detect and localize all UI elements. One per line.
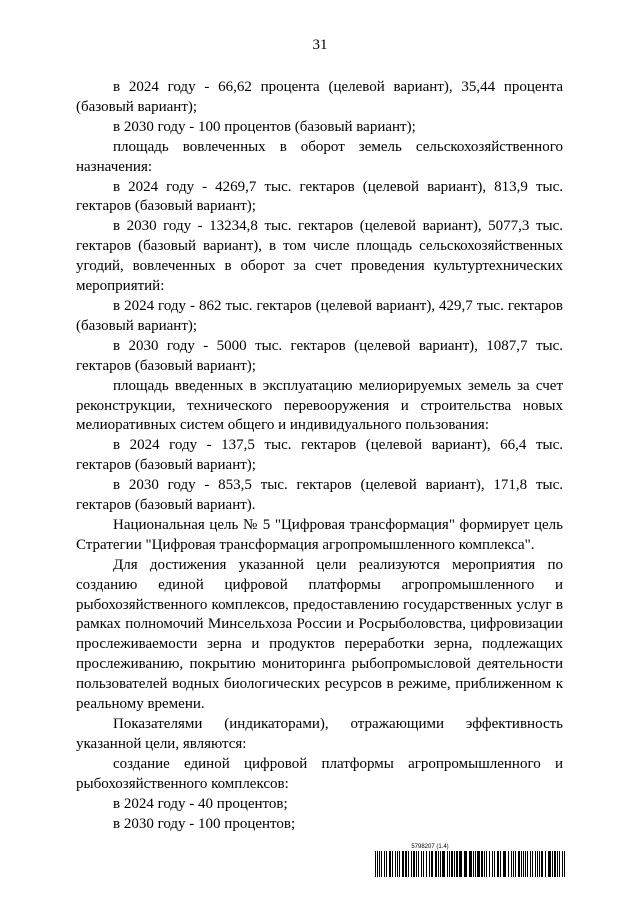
barcode-bar <box>515 851 516 877</box>
barcode-bar <box>521 851 522 877</box>
barcode-bar <box>545 851 546 877</box>
barcode-bar <box>413 851 415 877</box>
barcode-block <box>375 844 565 877</box>
barcode-bar <box>518 851 520 877</box>
barcode-bar <box>399 851 400 877</box>
paragraph: в 2024 году - 40 процентов; <box>113 795 288 812</box>
paragraph: Для достижения указанной цели реализуются мероприятия по созданию единой цифровой платформы агропромышленного и рыбохозяйственного комплексов, предоставлению государственных услуг в рамках полномочий Минсельхоза России и Росрыболовства, цифровизации прослеживаемости зерна и продуктов переработки зерна, подлежащих прослеживанию, покрытию мониторинга рыбопромысловой деятельности пользователей водных биологических ресурсов в режиме, приближенном к реальному времени. <box>76 556 563 713</box>
barcode-bar <box>447 851 448 877</box>
barcode-code: 5798207 (1.4) <box>411 844 449 850</box>
barcode-bar <box>511 851 512 877</box>
barcode-bar <box>379 851 380 877</box>
barcode-bar <box>435 851 437 877</box>
barcode-bar <box>486 851 487 877</box>
barcode-bar <box>557 851 558 877</box>
barcode-bar <box>456 851 458 877</box>
paragraph: создание единой цифровой платформы агропромышленного и рыбохозяйственного комплексов: <box>76 755 563 792</box>
barcode-bar <box>500 851 501 877</box>
barcode-bar <box>535 851 536 877</box>
barcode-bar <box>464 851 467 877</box>
barcode-bar <box>494 851 495 877</box>
barcode-bar <box>411 851 412 877</box>
barcode-bar <box>541 851 543 877</box>
barcode-bar <box>508 851 509 877</box>
barcode-bar <box>451 851 453 877</box>
barcode-bar <box>564 851 565 877</box>
barcode-bar <box>423 851 424 877</box>
barcode-bar <box>554 851 556 877</box>
barcode-bar <box>492 851 493 877</box>
barcode-bar <box>559 851 560 877</box>
barcode-bar <box>459 851 462 877</box>
barcode-bar <box>530 851 531 877</box>
barcode-bar <box>473 851 474 877</box>
barcode-bar <box>489 851 490 877</box>
barcode-bar <box>381 851 382 877</box>
barcode-bar <box>438 851 439 877</box>
barcode-bar <box>395 851 396 877</box>
paragraph: в 2024 году - 862 тыс. гектаров (целевой вариант), 429,7 тыс. гектаров (базовый вариант); <box>76 297 563 334</box>
barcode-bar <box>527 851 528 877</box>
barcode-icon <box>375 851 565 877</box>
barcode-bar <box>497 851 499 877</box>
barcode-bar <box>532 851 533 877</box>
barcode-bar <box>416 851 417 877</box>
barcode-bar <box>418 851 419 877</box>
barcode-bar <box>431 851 433 877</box>
barcode-bar <box>475 851 476 877</box>
paragraph: в 2030 году - 13234,8 тыс. гектаров (целевой вариант), 5077,3 тыс. гектаров (базовый вариант), в том числе площадь сельскохозяйственных угодий, вовлеченных в оборот за счет проведения культуртехнических мероприятий: <box>76 218 563 295</box>
barcode-bar <box>537 851 538 877</box>
barcode-bar <box>442 851 445 877</box>
barcode-bar <box>429 851 430 877</box>
barcode-bar <box>503 851 506 877</box>
barcode-bar <box>402 851 404 877</box>
barcode-bar <box>377 851 378 877</box>
barcode-bar <box>481 851 483 877</box>
barcode-bar <box>562 851 563 877</box>
barcode-bar <box>484 851 485 877</box>
paragraph: площадь вовлеченных в оборот земель сельскохозяйственного назначения: <box>76 138 563 175</box>
barcode-bar <box>375 851 376 877</box>
barcode-bar <box>477 851 480 877</box>
paragraph: Национальная цель № 5 "Цифровая трансформация" формирует цель Стратегии "Цифровая трансформация агропромышленного комплекса". <box>76 516 563 553</box>
barcode-bar <box>389 851 391 877</box>
paragraph: в 2030 году - 853,5 тыс. гектаров (целевой вариант), 171,8 тыс. гектаров (базовый вариант). <box>76 477 563 514</box>
barcode-bar <box>469 851 472 877</box>
paragraph: в 2024 году - 4269,7 тыс. гектаров (целевой вариант), 813,9 тыс. гектаров (базовый вариант); <box>76 178 563 215</box>
document-body <box>76 78 563 834</box>
barcode-bar <box>449 851 450 877</box>
barcode-bar <box>440 851 441 877</box>
barcode-bar <box>392 851 393 877</box>
barcode-bar <box>397 851 398 877</box>
paragraph: в 2030 году - 100 процентов (базовый вариант); <box>113 118 416 135</box>
barcode-bar <box>525 851 526 877</box>
paragraph: площадь введенных в эксплуатацию мелиорируемых земель за счет реконструкции, технического перевооружения и строительства новых мелиоративных систем общего и индивидуального пользования: <box>76 377 563 434</box>
barcode-bar <box>405 851 407 877</box>
paragraph: в 2024 году - 137,5 тыс. гектаров (целевой вариант), 66,4 тыс. гектаров (базовый вариант); <box>76 437 563 474</box>
barcode-bar <box>513 851 514 877</box>
barcode-bar <box>408 851 409 877</box>
barcode-bar <box>426 851 427 877</box>
barcode-bar <box>552 851 553 877</box>
barcode-bar <box>548 851 551 877</box>
paragraph: Показателями (индикаторами), отражающими эффективность указанной цели, являются: <box>76 716 563 752</box>
barcode-bar <box>454 851 455 877</box>
paragraph: в 2030 году - 5000 тыс. гектаров (целевой вариант), 1087,7 тыс. гектаров (базовый вариант); <box>76 337 563 374</box>
barcode-bar <box>523 851 524 877</box>
page-number: 31 <box>312 37 328 53</box>
paragraph: в 2030 году - 100 процентов; <box>113 815 296 832</box>
barcode-bar <box>386 851 387 877</box>
barcode-bar <box>384 851 385 877</box>
barcode-bar <box>539 851 540 877</box>
paragraph: в 2024 году - 66,62 процента (целевой вариант), 35,44 процента (базовый вариант); <box>76 79 563 115</box>
barcode-bar <box>421 851 422 877</box>
